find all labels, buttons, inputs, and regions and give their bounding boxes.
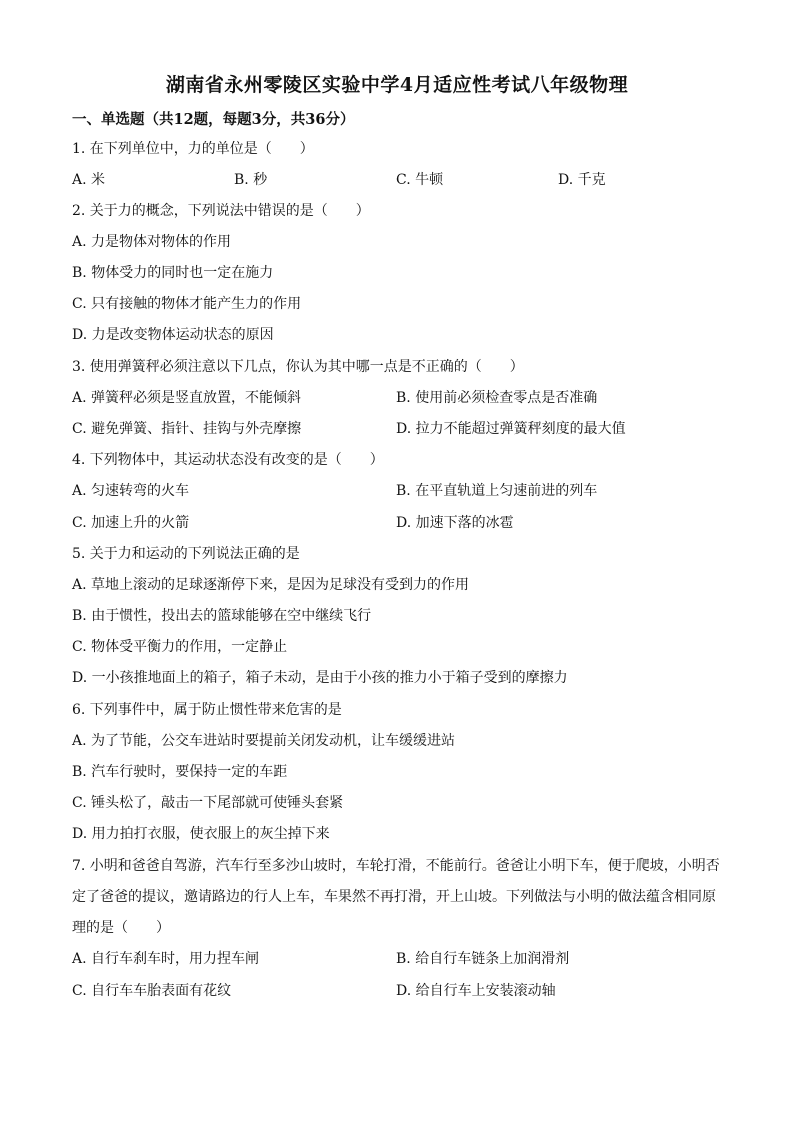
q1-option-c: C. 牛顿 bbox=[396, 172, 444, 188]
q6-option-b: B. 汽车行驶时，要保持一定的车距 bbox=[72, 764, 288, 780]
question-4-stem: 4. 下列物体中，其运动状态没有改变的是（ ） bbox=[72, 452, 384, 468]
q3-option-d: D. 拉力不能超过弹簧秤刻度的最大值 bbox=[396, 421, 626, 437]
q4-option-a: A. 匀速转弯的火车 bbox=[72, 483, 190, 499]
q7-option-b: B. 给自行车链条上加润滑剂 bbox=[396, 951, 570, 967]
question-3-stem: 3. 使用弹簧秤必须注意以下几点，你认为其中哪一点是不正确的（ ） bbox=[72, 359, 524, 375]
q4-option-d: D. 加速下落的冰雹 bbox=[396, 515, 514, 531]
q1-option-b: B. 秒 bbox=[234, 172, 268, 188]
question-6-stem: 6. 下列事件中，属于防止惯性带来危害的是 bbox=[72, 702, 342, 718]
question-2-stem: 2. 关于力的概念，下列说法中错误的是（ ） bbox=[72, 203, 370, 219]
question-5-stem: 5. 关于力和运动的下列说法正确的是 bbox=[72, 546, 300, 562]
q2-option-d: D. 力是改变物体运动状态的原因 bbox=[72, 327, 274, 343]
q1-option-d: D. 千克 bbox=[558, 172, 606, 188]
q5-option-b: B. 由于惯性，投出去的篮球能够在空中继续飞行 bbox=[72, 608, 372, 624]
q1-option-a: A. 米 bbox=[72, 172, 106, 188]
question-7-stem-line-1: 7. 小明和爸爸自驾游，汽车行至多沙山坡时，车轮打滑，不能前行。爸爸让小明下车，便于爬坡，小明否 bbox=[72, 858, 720, 874]
q5-option-c: C. 物体受平衡力的作用，一定静止 bbox=[72, 639, 288, 655]
q3-option-b: B. 使用前必须检查零点是否准确 bbox=[396, 390, 598, 406]
q2-option-c: C. 只有接触的物体才能产生力的作用 bbox=[72, 296, 302, 312]
q3-option-a: A. 弹簧秤必须是竖直放置，不能倾斜 bbox=[72, 390, 302, 406]
q5-option-a: A. 草地上滚动的足球逐渐停下来，是因为足球没有受到力的作用 bbox=[72, 577, 470, 593]
q4-option-c: C. 加速上升的火箭 bbox=[72, 515, 190, 531]
q2-option-b: B. 物体受力的同时也一定在施力 bbox=[72, 265, 274, 281]
q4-option-b: B. 在平直轨道上匀速前进的列车 bbox=[396, 483, 598, 499]
question-7-stem-line-2: 定了爸爸的提议，邀请路边的行人上车，车果然不再打滑，开上山坡。下列做法与小明的做法蕴含相同原 bbox=[72, 889, 716, 905]
q6-option-d: D. 用力拍打衣服，使衣服上的灰尘掉下来 bbox=[72, 826, 330, 842]
page-title: 湖南省永州零陵区实验中学4月适应性考试八年级物理 bbox=[165, 74, 629, 96]
q7-option-c: C. 自行车车胎表面有花纹 bbox=[72, 983, 232, 999]
q6-option-a: A. 为了节能，公交车进站时要提前关闭发动机，让车缓缓进站 bbox=[72, 733, 456, 749]
q2-option-a: A. 力是物体对物体的作用 bbox=[72, 234, 232, 250]
q5-option-d: D. 一小孩推地面上的箱子，箱子未动，是由于小孩的推力小于箱子受到的摩擦力 bbox=[72, 670, 568, 686]
question-1-stem: 1. 在下列单位中，力的单位是（ ） bbox=[72, 141, 314, 157]
q7-option-d: D. 给自行车上安装滚动轴 bbox=[396, 983, 556, 999]
q7-option-a: A. 自行车刹车时，用力捏车闸 bbox=[72, 951, 260, 967]
q3-option-c: C. 避免弹簧、指针、挂钩与外壳摩擦 bbox=[72, 421, 302, 437]
question-7-stem-line-3: 理的是（ ） bbox=[72, 920, 170, 936]
q6-option-c: C. 锤头松了，敲击一下尾部就可使锤头套紧 bbox=[72, 795, 344, 811]
section-heading: 一、单选题（共12题，每题3分，共36分） bbox=[72, 111, 355, 128]
